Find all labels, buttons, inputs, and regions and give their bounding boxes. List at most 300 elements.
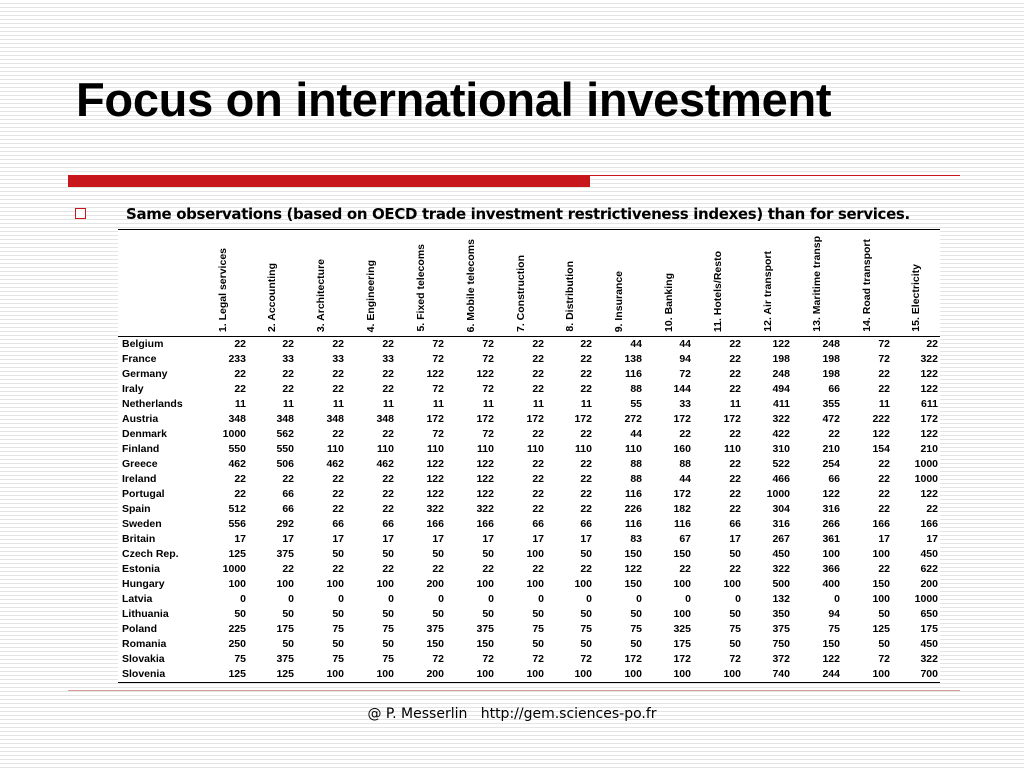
value-cell: 88 — [630, 458, 642, 470]
value-cell: 0 — [586, 593, 592, 605]
table-row — [118, 352, 940, 367]
value-cell: 1000 — [766, 488, 790, 500]
value-cell: 100 — [476, 578, 494, 590]
table-row — [118, 337, 940, 353]
value-cell: 50 — [432, 608, 444, 620]
value-cell: 22 — [729, 563, 741, 575]
value-cell: 116 — [625, 518, 642, 530]
value-cell: 125 — [228, 548, 246, 560]
value-cell: 22 — [332, 488, 344, 500]
header-corner-cell — [118, 230, 198, 337]
table-row — [118, 412, 940, 427]
value-cell: 22 — [382, 383, 394, 395]
value-cell: 166 — [426, 518, 444, 530]
value-cell: 22 — [234, 383, 246, 395]
value-cell: 50 — [532, 608, 544, 620]
value-cell: 75 — [332, 623, 344, 635]
value-cell: 100 — [574, 668, 592, 680]
value-cell: 100 — [673, 578, 691, 590]
table-header-row — [118, 230, 940, 337]
value-cell: 22 — [926, 338, 938, 350]
value-cell: 611 — [921, 398, 938, 410]
value-cell: 150 — [476, 638, 494, 650]
value-cell: 116 — [625, 368, 642, 380]
value-cell: 254 — [822, 458, 840, 470]
value-cell: 11 — [332, 398, 344, 410]
table-row — [118, 457, 940, 472]
value-cell: 198 — [822, 368, 840, 380]
value-cell: 100 — [276, 578, 294, 590]
value-cell: 88 — [630, 473, 642, 485]
column-header-label: 9. Insurance — [613, 270, 625, 332]
slide-title: Focus on international investment — [76, 73, 832, 126]
value-cell: 66 — [282, 488, 294, 500]
value-cell: 11 — [580, 398, 592, 410]
column-header-label: 2. Accounting — [266, 262, 278, 332]
value-cell: 322 — [920, 653, 938, 665]
value-cell: 375 — [276, 653, 294, 665]
value-cell: 22 — [729, 488, 741, 500]
value-cell: 462 — [228, 458, 246, 470]
value-cell: 166 — [920, 518, 938, 530]
value-cell: 562 — [276, 428, 294, 440]
value-cell: 11 — [234, 398, 246, 410]
value-cell: 110 — [427, 443, 444, 455]
value-cell: 0 — [388, 593, 394, 605]
value-cell: 125 — [872, 623, 890, 635]
value-cell: 75 — [630, 623, 642, 635]
value-cell: 17 — [332, 533, 344, 545]
value-cell: 1000 — [914, 473, 938, 485]
country-cell: Sweden — [122, 518, 162, 530]
value-cell: 292 — [276, 518, 294, 530]
table-row — [118, 562, 940, 577]
value-cell: 100 — [326, 668, 344, 680]
value-cell: 22 — [532, 428, 544, 440]
country-cell: Portugal — [122, 488, 165, 500]
value-cell: 50 — [332, 638, 344, 650]
value-cell: 700 — [920, 668, 938, 680]
value-cell: 122 — [624, 563, 642, 575]
table-row — [118, 547, 940, 562]
title-underline-bar — [68, 175, 590, 187]
value-cell: 122 — [920, 383, 938, 395]
value-cell: 100 — [326, 578, 344, 590]
value-cell: 50 — [729, 608, 741, 620]
value-cell: 122 — [476, 488, 494, 500]
value-cell: 17 — [234, 533, 246, 545]
value-cell: 22 — [332, 383, 344, 395]
value-cell: 100 — [872, 548, 890, 560]
value-cell: 1000 — [914, 458, 938, 470]
value-cell: 44 — [630, 338, 642, 350]
value-cell: 122 — [476, 473, 494, 485]
value-cell: 0 — [288, 593, 294, 605]
value-cell: 88 — [679, 458, 691, 470]
column-header — [296, 230, 346, 337]
value-cell: 88 — [630, 383, 642, 395]
value-cell: 172 — [673, 488, 691, 500]
value-cell: 100 — [624, 668, 642, 680]
column-header — [198, 230, 248, 337]
value-cell: 72 — [482, 383, 494, 395]
value-cell: 22 — [382, 503, 394, 515]
value-cell: 506 — [276, 458, 294, 470]
value-cell: 50 — [580, 638, 592, 650]
table-row — [118, 382, 940, 397]
value-cell: 122 — [920, 488, 938, 500]
column-header — [446, 230, 496, 337]
value-cell: 310 — [772, 443, 790, 455]
value-cell: 50 — [729, 548, 741, 560]
value-cell: 322 — [772, 413, 790, 425]
value-cell: 355 — [822, 398, 840, 410]
value-cell: 75 — [729, 623, 741, 635]
value-cell: 125 — [228, 668, 246, 680]
value-cell: 72 — [432, 383, 444, 395]
country-cell: Spain — [122, 503, 151, 515]
value-cell: 11 — [729, 398, 741, 410]
country-cell: Hungary — [122, 578, 165, 590]
value-cell: 110 — [327, 443, 344, 455]
value-cell: 100 — [376, 578, 394, 590]
column-header — [842, 230, 892, 337]
value-cell: 50 — [382, 608, 394, 620]
value-cell: 17 — [878, 533, 890, 545]
value-cell: 72 — [679, 368, 691, 380]
value-cell: 22 — [729, 473, 741, 485]
value-cell: 375 — [772, 623, 790, 635]
value-cell: 11 — [878, 398, 890, 410]
value-cell: 11 — [432, 398, 444, 410]
value-cell: 17 — [382, 533, 394, 545]
table-row — [118, 397, 940, 412]
column-header — [792, 230, 842, 337]
value-cell: 22 — [282, 368, 294, 380]
value-cell: 75 — [580, 623, 592, 635]
value-cell: 22 — [580, 353, 592, 365]
value-cell: 75 — [332, 653, 344, 665]
value-cell: 22 — [580, 428, 592, 440]
value-cell: 22 — [729, 458, 741, 470]
value-cell: 22 — [878, 473, 890, 485]
value-cell: 450 — [920, 638, 938, 650]
value-cell: 72 — [878, 653, 890, 665]
value-cell: 150 — [872, 578, 890, 590]
country-cell: Belgium — [122, 338, 164, 350]
column-header-label: 8. Distribution — [564, 261, 576, 332]
value-cell: 325 — [673, 623, 691, 635]
country-cell: Britain — [122, 533, 156, 545]
value-cell: 411 — [773, 398, 790, 410]
value-cell: 50 — [482, 548, 494, 560]
country-cell: Slovenia — [122, 668, 166, 680]
value-cell: 0 — [834, 593, 840, 605]
value-cell: 500 — [772, 578, 790, 590]
value-cell: 226 — [624, 503, 642, 515]
value-cell: 22 — [532, 338, 544, 350]
value-cell: 50 — [234, 608, 246, 620]
value-cell: 175 — [276, 623, 294, 635]
value-cell: 17 — [282, 533, 294, 545]
value-cell: 22 — [532, 503, 544, 515]
value-cell: 83 — [630, 533, 642, 545]
value-cell: 0 — [488, 593, 494, 605]
value-cell: 22 — [234, 488, 246, 500]
value-cell: 225 — [228, 623, 246, 635]
value-cell: 304 — [772, 503, 790, 515]
value-cell: 175 — [920, 623, 938, 635]
value-cell: 200 — [426, 578, 444, 590]
value-cell: 50 — [630, 608, 642, 620]
value-cell: 94 — [828, 608, 840, 620]
value-cell: 172 — [920, 413, 938, 425]
value-cell: 100 — [476, 668, 494, 680]
value-cell: 33 — [332, 353, 344, 365]
value-cell: 22 — [332, 338, 344, 350]
value-cell: 22 — [729, 368, 741, 380]
value-cell: 22 — [679, 563, 691, 575]
value-cell: 172 — [476, 413, 494, 425]
value-cell: 110 — [575, 443, 592, 455]
value-cell: 556 — [228, 518, 246, 530]
value-cell: 66 — [382, 518, 394, 530]
value-cell: 50 — [878, 608, 890, 620]
value-cell: 122 — [426, 488, 444, 500]
value-cell: 33 — [282, 353, 294, 365]
value-cell: 22 — [532, 473, 544, 485]
column-header-label: 10. Banking — [662, 273, 675, 332]
value-cell: 66 — [580, 518, 592, 530]
value-cell: 22 — [382, 563, 394, 575]
value-cell: 22 — [332, 503, 344, 515]
value-cell: 138 — [624, 353, 642, 365]
value-cell: 322 — [772, 563, 790, 575]
value-cell: 22 — [332, 563, 344, 575]
value-cell: 22 — [332, 428, 344, 440]
bullet-text: Same observations (based on OECD trade investment restrictiveness indexes) than for services. — [126, 205, 910, 223]
column-header-label: 7. Construction — [515, 254, 527, 332]
column-header-label: 1. Legal services — [217, 247, 229, 332]
country-cell: Germany — [122, 368, 168, 380]
value-cell: 72 — [432, 338, 444, 350]
value-cell: 200 — [426, 668, 444, 680]
value-cell: 72 — [432, 653, 444, 665]
value-cell: 66 — [828, 383, 840, 395]
value-cell: 67 — [679, 533, 691, 545]
value-cell: 33 — [382, 353, 394, 365]
value-cell: 50 — [282, 638, 294, 650]
value-cell: 66 — [729, 518, 741, 530]
value-cell: 322 — [920, 353, 938, 365]
value-cell: 22 — [234, 473, 246, 485]
value-cell: 50 — [580, 608, 592, 620]
value-cell: 66 — [332, 518, 344, 530]
value-cell: 33 — [679, 398, 691, 410]
country-cell: Finland — [122, 443, 160, 455]
value-cell: 22 — [828, 428, 840, 440]
column-header — [644, 230, 693, 337]
value-cell: 110 — [377, 443, 394, 455]
value-cell: 100 — [723, 668, 741, 680]
value-cell: 233 — [228, 353, 246, 365]
value-cell: 512 — [228, 503, 246, 515]
value-cell: 72 — [729, 653, 741, 665]
value-cell: 66 — [282, 503, 294, 515]
value-cell: 22 — [382, 338, 394, 350]
value-cell: 72 — [532, 653, 544, 665]
value-cell: 100 — [526, 668, 544, 680]
value-cell: 72 — [580, 653, 592, 665]
value-cell: 462 — [376, 458, 394, 470]
table-row — [118, 487, 940, 502]
country-cell: Czech Rep. — [122, 548, 179, 560]
country-cell: Lithuania — [122, 608, 169, 620]
value-cell: 200 — [920, 578, 938, 590]
value-cell: 122 — [426, 473, 444, 485]
value-cell: 172 — [574, 413, 592, 425]
value-cell: 110 — [625, 443, 642, 455]
value-cell: 72 — [482, 338, 494, 350]
value-cell: 22 — [234, 338, 246, 350]
value-cell: 0 — [685, 593, 691, 605]
table-row — [118, 667, 940, 682]
value-cell: 366 — [822, 563, 840, 575]
value-cell: 144 — [673, 383, 691, 395]
value-cell: 248 — [822, 338, 840, 350]
column-header — [546, 230, 594, 337]
table-row — [118, 502, 940, 517]
value-cell: 198 — [772, 353, 790, 365]
value-cell: 50 — [580, 548, 592, 560]
value-cell: 375 — [426, 623, 444, 635]
value-cell: 55 — [630, 398, 642, 410]
value-cell: 50 — [482, 608, 494, 620]
value-cell: 348 — [228, 413, 246, 425]
value-cell: 0 — [538, 593, 544, 605]
value-cell: 372 — [772, 653, 790, 665]
value-cell: 100 — [228, 578, 246, 590]
value-cell: 222 — [872, 413, 890, 425]
column-header — [693, 230, 743, 337]
value-cell: 72 — [878, 353, 890, 365]
value-cell: 22 — [382, 488, 394, 500]
value-cell: 72 — [482, 353, 494, 365]
value-cell: 22 — [729, 353, 741, 365]
country-cell: Denmark — [122, 428, 167, 440]
value-cell: 650 — [920, 608, 938, 620]
table-row — [118, 652, 940, 667]
value-cell: 50 — [282, 608, 294, 620]
value-cell: 150 — [673, 548, 691, 560]
country-cell: Slovakia — [122, 653, 165, 665]
column-header — [594, 230, 644, 337]
table-row — [118, 427, 940, 442]
column-header-label: 12. Air transport — [761, 251, 774, 332]
value-cell: 322 — [476, 503, 494, 515]
value-cell: 522 — [772, 458, 790, 470]
country-cell: Austria — [122, 413, 159, 425]
table-row — [118, 622, 940, 637]
value-cell: 172 — [624, 653, 642, 665]
column-header-label: 3. Architecture — [315, 258, 327, 332]
value-cell: 22 — [282, 338, 294, 350]
value-cell: 50 — [878, 638, 890, 650]
country-cell: Netherlands — [122, 398, 183, 410]
value-cell: 0 — [735, 593, 741, 605]
value-cell: 316 — [822, 503, 840, 515]
value-cell: 22 — [729, 338, 741, 350]
value-cell: 22 — [878, 383, 890, 395]
value-cell: 17 — [532, 533, 544, 545]
value-cell: 122 — [476, 458, 494, 470]
value-cell: 361 — [822, 533, 840, 545]
value-cell: 50 — [382, 638, 394, 650]
value-cell: 50 — [332, 608, 344, 620]
bullet-square-icon — [75, 208, 86, 219]
value-cell: 66 — [532, 518, 544, 530]
value-cell: 150 — [426, 638, 444, 650]
value-cell: 150 — [624, 548, 642, 560]
value-cell: 1000 — [914, 593, 938, 605]
value-cell: 110 — [724, 443, 741, 455]
value-cell: 22 — [332, 473, 344, 485]
value-cell: 100 — [574, 578, 592, 590]
value-cell: 494 — [772, 383, 790, 395]
value-cell: 175 — [673, 638, 691, 650]
value-cell: 22 — [382, 368, 394, 380]
table-row — [118, 442, 940, 457]
value-cell: 22 — [382, 473, 394, 485]
country-cell: Romania — [122, 638, 167, 650]
value-cell: 154 — [872, 443, 890, 455]
value-cell: 75 — [532, 623, 544, 635]
country-cell: Estonia — [122, 563, 160, 575]
value-cell: 172 — [426, 413, 444, 425]
value-cell: 75 — [234, 653, 246, 665]
value-cell: 0 — [338, 593, 344, 605]
value-cell: 22 — [532, 368, 544, 380]
value-cell: 72 — [878, 338, 890, 350]
value-cell: 100 — [872, 668, 890, 680]
value-cell: 17 — [482, 533, 494, 545]
column-header-label: 14. Road transport — [861, 239, 873, 332]
value-cell: 22 — [729, 503, 741, 515]
value-cell: 17 — [926, 533, 938, 545]
value-cell: 422 — [772, 428, 790, 440]
value-cell: 132 — [772, 593, 790, 605]
value-cell: 22 — [580, 368, 592, 380]
value-cell: 0 — [636, 593, 642, 605]
value-cell: 94 — [679, 353, 691, 365]
value-cell: 100 — [673, 668, 691, 680]
value-cell: 122 — [426, 368, 444, 380]
value-cell: 50 — [332, 548, 344, 560]
value-cell: 266 — [822, 518, 840, 530]
table-row — [118, 577, 940, 592]
value-cell: 50 — [630, 638, 642, 650]
column-header — [346, 230, 396, 337]
value-cell: 66 — [828, 473, 840, 485]
value-cell: 22 — [729, 383, 741, 395]
value-cell: 150 — [624, 578, 642, 590]
value-cell: 450 — [920, 548, 938, 560]
value-cell: 348 — [376, 413, 394, 425]
value-cell: 267 — [772, 533, 790, 545]
value-cell: 50 — [532, 638, 544, 650]
table-body — [118, 337, 940, 683]
value-cell: 122 — [822, 653, 840, 665]
